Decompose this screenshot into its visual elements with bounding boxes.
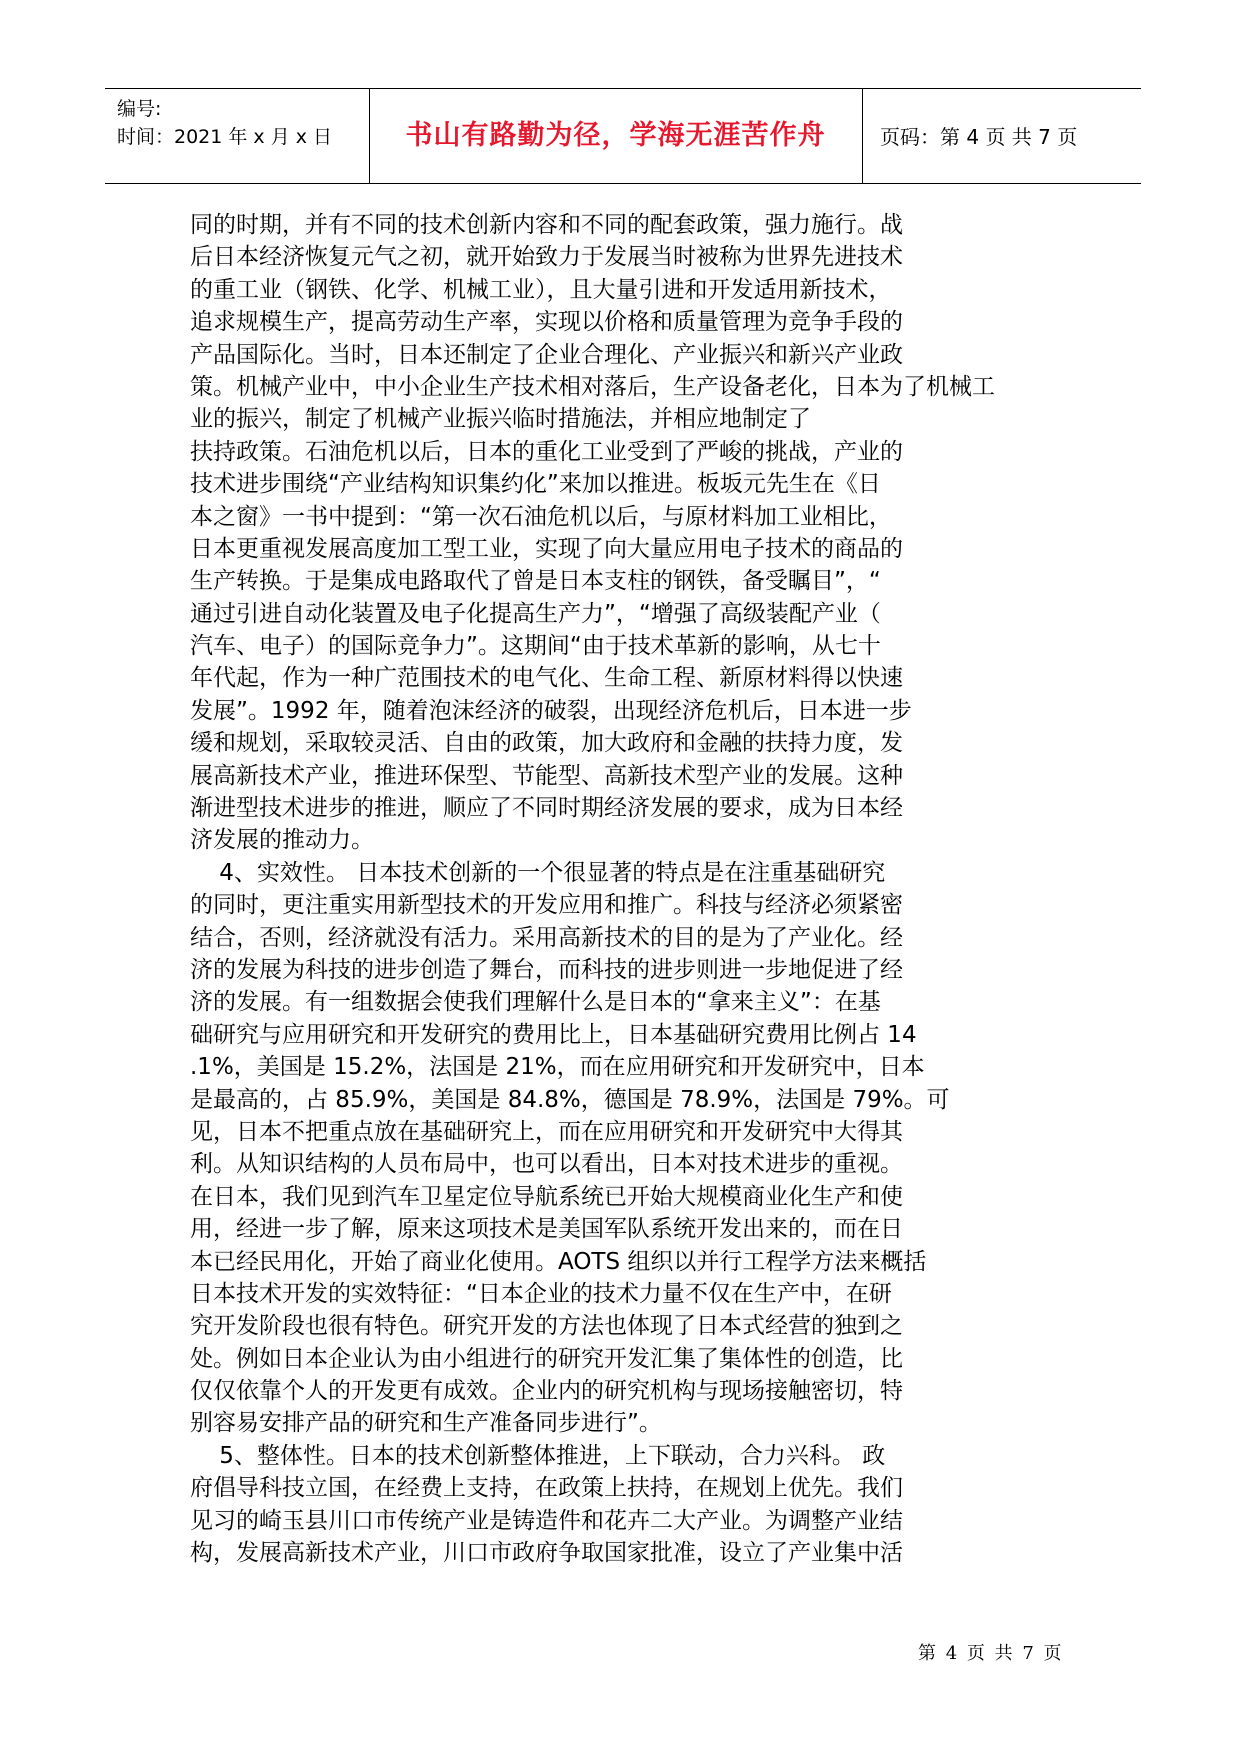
body-line: 通过引进自动化装置及电子化提高生产力”，“增强了高级装配产业（ bbox=[190, 600, 881, 627]
body-line: 日本更重视发展高度加工型工业，实现了向大量应用电子技术的商品的 bbox=[190, 535, 903, 562]
body-line: 发展”。1992 年，随着泡沫经济的破裂，出现经济危机后，日本进一步 bbox=[190, 697, 912, 724]
body-line: 别容易安排产品的研究和生产准备同步进行”。 bbox=[190, 1410, 662, 1437]
document-body bbox=[190, 209, 1070, 1569]
body-line: 见，日本不把重点放在基础研究上，而在应用研究和开发研究中大得其 bbox=[190, 1118, 903, 1145]
body-line: 是最高的，占 85.9%，美国是 84.8%，德国是 78.9%，法国是 79%。可 bbox=[190, 1086, 950, 1113]
document-time-label: 时间：2021 年 x 月 x 日 bbox=[117, 126, 333, 148]
body-line: 年代起，作为一种广范围技术的电气化、生命工程、新原材料得以快速 bbox=[190, 665, 903, 692]
header-left-block bbox=[117, 95, 332, 151]
body-line: 处。例如日本企业认为由小组进行的研究开发汇集了集体性的创造，比 bbox=[190, 1345, 903, 1372]
page-header bbox=[105, 88, 1141, 184]
body-line: 追求规模生产，提高劳动生产率，实现以价格和质量管理为竞争手段的 bbox=[190, 309, 903, 336]
body-line: 济的发展。有一组数据会使我们理解什么是日本的“拿来主义”：在基 bbox=[190, 989, 881, 1016]
body-line: 5、整体性。日本的技术创新整体推进，上下联动，合力兴科。 政 bbox=[190, 1442, 886, 1469]
header-divider-right bbox=[862, 89, 863, 183]
body-line: 仅仅依靠个人的开发更有成效。企业内的研究机构与现场接触密切，特 bbox=[190, 1378, 903, 1405]
body-line: 在日本，我们见到汽车卫星定位导航系统已开始大规模商业化生产和使 bbox=[190, 1183, 903, 1210]
body-line: 同的时期，并有不同的技术创新内容和不同的配套政策，强力施行。战 bbox=[190, 212, 903, 238]
body-line: 用，经进一步了解，原来这项技术是美国军队系统开发出来的，而在日 bbox=[190, 1216, 903, 1243]
body-line: 业的振兴，制定了机械产业振兴临时措施法，并相应地制定了 bbox=[190, 406, 811, 433]
body-line: 缓和规划，采取较灵活、自由的政策，加大政府和金融的扶持力度，发 bbox=[190, 730, 903, 757]
body-line: 技术进步围绕“产业结构知识集约化”来加以推进。板坂元先生在《日 bbox=[190, 471, 881, 498]
body-line: 利。从知识结构的人员布局中，也可以看出，日本对技术进步的重视。 bbox=[190, 1151, 903, 1178]
body-line: 4、实效性。 日本技术创新的一个很显著的特点是在注重基础研究 bbox=[190, 859, 886, 886]
body-line: 济的发展为科技的进步创造了舞台，而科技的进步则进一步地促进了经 bbox=[190, 956, 903, 983]
body-line: 扶持政策。石油危机以后，日本的重化工业受到了严峻的挑战，产业的 bbox=[190, 438, 903, 465]
header-page-label: 页码：第 4 页 共 7 页 bbox=[880, 125, 1078, 149]
body-line: 究开发阶段也很有特色。研究开发的方法也体现了日本式经营的独到之 bbox=[190, 1313, 903, 1340]
page-footer: 第 4 页 共 7 页 bbox=[918, 1643, 1064, 1664]
body-line: 本已经民用化，开始了商业化使用。AOTS 组织以并行工程学方法来概括 bbox=[190, 1248, 927, 1275]
body-line: 日本技术开发的实效特征：“日本企业的技术力量不仅在生产中，在研 bbox=[190, 1280, 892, 1307]
body-line: 展高新技术产业，推进环保型、节能型、高新技术型产业的发展。这种 bbox=[190, 762, 903, 789]
body-line: 济发展的推动力。 bbox=[190, 827, 374, 854]
body-line: 本之窗》一书中提到：“第一次石油危机以后，与原材料加工业相比， bbox=[190, 503, 892, 530]
body-line: 后日本经济恢复元气之初，就开始致力于发展当时被称为世界先进技术 bbox=[190, 244, 903, 271]
body-line: 汽车、电子）的国际竞争力”。这期间“由于技术革新的影响，从七十 bbox=[190, 633, 881, 660]
body-line: 渐进型技术进步的推进，顺应了不同时期经济发展的要求，成为日本经 bbox=[190, 795, 903, 822]
body-line: 策。机械产业中，中小企业生产技术相对落后，生产设备老化，日本为了机械工 bbox=[190, 373, 995, 400]
body-line: 产品国际化。当时，日本还制定了企业合理化、产业振兴和新兴产业政 bbox=[190, 341, 903, 368]
header-motto: 书山有路勤为径，学海无涯苦作舟 bbox=[405, 120, 826, 151]
body-line: .1%，美国是 15.2%，法国是 21%，而在应用研究和开发研究中，日本 bbox=[190, 1054, 925, 1081]
body-line: 见习的崎玉县川口市传统产业是铸造件和花卉二大产业。为调整产业结 bbox=[190, 1507, 903, 1534]
body-line: 础研究与应用研究和开发研究的费用比上，日本基础研究费用比例占 14 bbox=[190, 1021, 917, 1048]
body-line: 结合，否则，经济就没有活力。采用高新技术的目的是为了产业化。经 bbox=[190, 924, 903, 951]
document-number-label: 编号: bbox=[117, 98, 162, 120]
body-line: 的同时，更注重实用新型技术的开发应用和推广。科技与经济必须紧密 bbox=[190, 892, 903, 919]
body-line: 生产转换。于是集成电路取代了曾是日本支柱的钢铁，备受瞩目”，“ bbox=[190, 568, 881, 595]
body-line: 构，发展高新技术产业，川口市政府争取国家批准，设立了产业集中活 bbox=[190, 1540, 903, 1567]
body-line: 府倡导科技立国，在经费上支持，在政策上扶持，在规划上优先。我们 bbox=[190, 1475, 903, 1502]
body-line: 的重工业（钢铁、化学、机械工业），且大量引进和开发适用新技术， bbox=[190, 276, 892, 303]
